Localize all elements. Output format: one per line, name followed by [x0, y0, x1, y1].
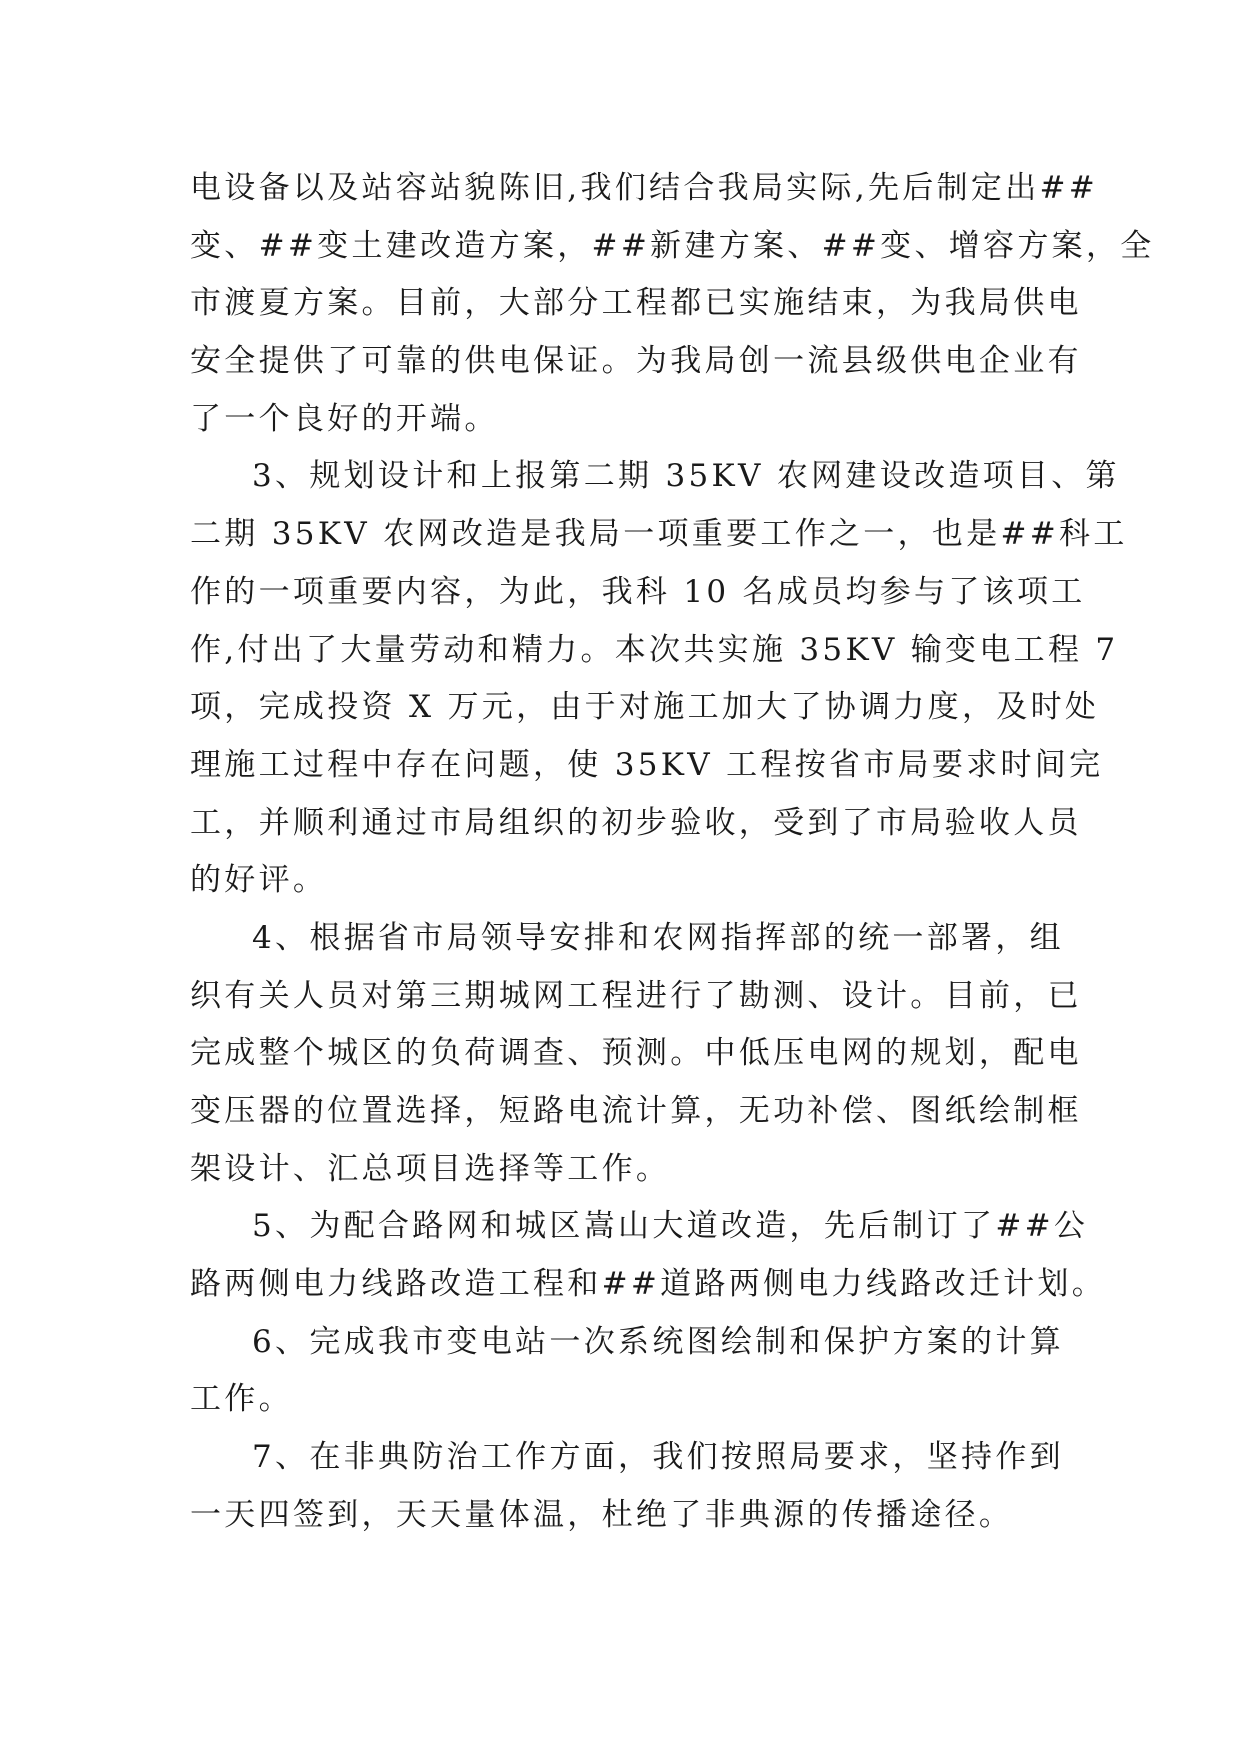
text-line: 市渡夏方案。目前，大部分工程都已实施结束，为我局供电 — [190, 285, 1082, 322]
text-line: 理施工过程中存在问题，使 35KV 工程按省市局要求时间完 — [190, 746, 1104, 783]
text-line: 了一个良好的开端。 — [190, 400, 499, 437]
text-line: 路两侧电力线路改造工程和##道路两侧电力线路改迁计划。 — [190, 1266, 1107, 1303]
document-body — [190, 160, 1155, 1545]
paragraph-start-line: 4、根据省市局领导安排和农网指挥部的统一部署，组 — [252, 919, 1064, 956]
text-line: 工，并顺利通过市局组织的初步验收，受到了市局验收人员 — [190, 804, 1082, 841]
text-line: 的好评。 — [190, 862, 328, 899]
text-line: 完成整个城区的负荷调查、预测。中低压电网的规划，配电 — [190, 1035, 1082, 1072]
text-line: 项，完成投资 X 万元，由于对施工加大了协调力度，及时处 — [190, 689, 1100, 726]
text-line: 安全提供了可靠的供电保证。为我局创一流县级供电企业有 — [190, 343, 1082, 380]
paragraph-start-line: 7、在非典防治工作方面，我们按照局要求，坚持作到 — [252, 1439, 1064, 1476]
paragraph-start-line: 5、为配合路网和城区嵩山大道改造，先后制订了##公 — [252, 1208, 1089, 1245]
text-line: 架设计、汇总项目选择等工作。 — [190, 1150, 671, 1187]
text-line: 电设备以及站容站貌陈旧,我们结合我局实际,先后制定出## — [190, 170, 1099, 206]
paragraph-start-line: 6、完成我市变电站一次系统图绘制和保护方案的计算 — [252, 1323, 1064, 1360]
text-line: 二期 35KV 农网改造是我局一项重要工作之一，也是##科工 — [190, 516, 1128, 553]
text-line: 一天四签到，天天量体温，杜绝了非典源的传播途径。 — [190, 1496, 1014, 1533]
text-line: 织有关人员对第三期城网工程进行了勘测、设计。目前，已 — [190, 977, 1082, 1014]
paragraph-start-line: 3、规划设计和上报第二期 35KV 农网建设改造项目、第 — [252, 458, 1120, 495]
text-line: 作,付出了大量劳动和精力。本次共实施 35KV 输变电工程 7 — [190, 631, 1119, 668]
text-line: 变、##变土建改造方案，##新建方案、##变、增容方案，全 — [190, 227, 1155, 264]
text-line: 变压器的位置选择，短路电流计算，无功补偿、图纸绘制框 — [190, 1093, 1082, 1129]
text-line: 作的一项重要内容，为此，我科 10 名成员均参与了该项工 — [190, 573, 1086, 610]
text-line: 工作。 — [190, 1381, 293, 1418]
